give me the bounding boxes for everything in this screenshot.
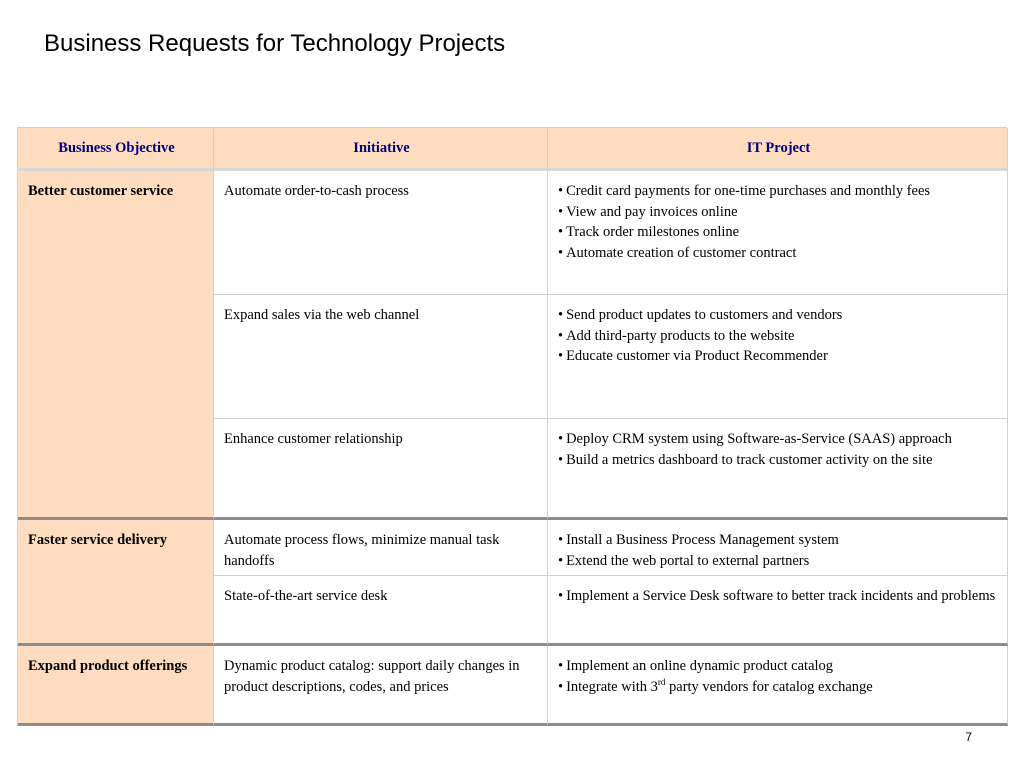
initiative-cell: Automate order-to-cash process — [214, 171, 548, 295]
project-text-suffix: party vendors for catalog exchange — [665, 678, 873, 695]
project-item: • Build a metrics dashboard to track customer activity on the site — [558, 450, 999, 471]
it-project-cell — [548, 171, 1008, 295]
header-initiative: Initiative — [214, 128, 548, 171]
initiative-cell: Dynamic product catalog: support daily changes in product descriptions, codes, and prices — [214, 646, 548, 726]
project-list — [558, 305, 999, 367]
objective-cell: Faster service delivery — [18, 520, 214, 646]
page-number: 7 — [965, 730, 972, 744]
project-text-prefix: Integrate with 3 — [566, 678, 658, 695]
objective-cell: Better customer service — [18, 171, 214, 520]
project-item: • View and pay invoices online — [558, 202, 999, 223]
it-project-cell — [548, 646, 1008, 726]
ordinal-suffix: rd — [657, 676, 666, 687]
project-item — [558, 677, 999, 698]
project-item: • Extend the web portal to external partners — [558, 551, 999, 572]
project-item: • Implement an online dynamic product catalog — [558, 656, 999, 677]
header-it-project: IT Project — [548, 128, 1008, 171]
it-project-cell — [548, 295, 1008, 419]
project-item: • Credit card payments for one-time purchases and monthly fees — [558, 181, 999, 202]
initiative-cell: Expand sales via the web channel — [214, 295, 548, 419]
project-list — [558, 586, 999, 607]
project-list — [558, 530, 999, 571]
project-item: • Track order milestones online — [558, 222, 999, 243]
project-item: • Send product updates to customers and vendors — [558, 305, 999, 326]
it-project-cell — [548, 419, 1008, 520]
project-list — [558, 656, 999, 697]
it-project-cell — [548, 520, 1008, 576]
objective-cell: Expand product offerings — [18, 646, 214, 726]
initiative-cell: State-of-the-art service desk — [214, 576, 548, 646]
initiative-cell: Enhance customer relationship — [214, 419, 548, 520]
project-item: • Install a Business Process Management system — [558, 530, 999, 551]
project-item: • Add third-party products to the website — [558, 326, 999, 347]
header-business-objective: Business Objective — [18, 128, 214, 171]
slide-title: Business Requests for Technology Projects — [44, 30, 506, 57]
project-item: • Educate customer via Product Recommender — [558, 346, 999, 367]
project-list — [558, 181, 999, 263]
it-project-cell — [548, 576, 1008, 646]
project-list — [558, 429, 999, 470]
project-item: • Implement a Service Desk software to better track incidents and problems — [558, 586, 999, 607]
project-item: • Deploy CRM system using Software-as-Service (SAAS) approach — [558, 429, 999, 450]
project-item: • Automate creation of customer contract — [558, 243, 999, 264]
initiative-cell: Automate process flows, minimize manual task handoffs — [214, 520, 548, 576]
requests-table — [17, 127, 1007, 726]
